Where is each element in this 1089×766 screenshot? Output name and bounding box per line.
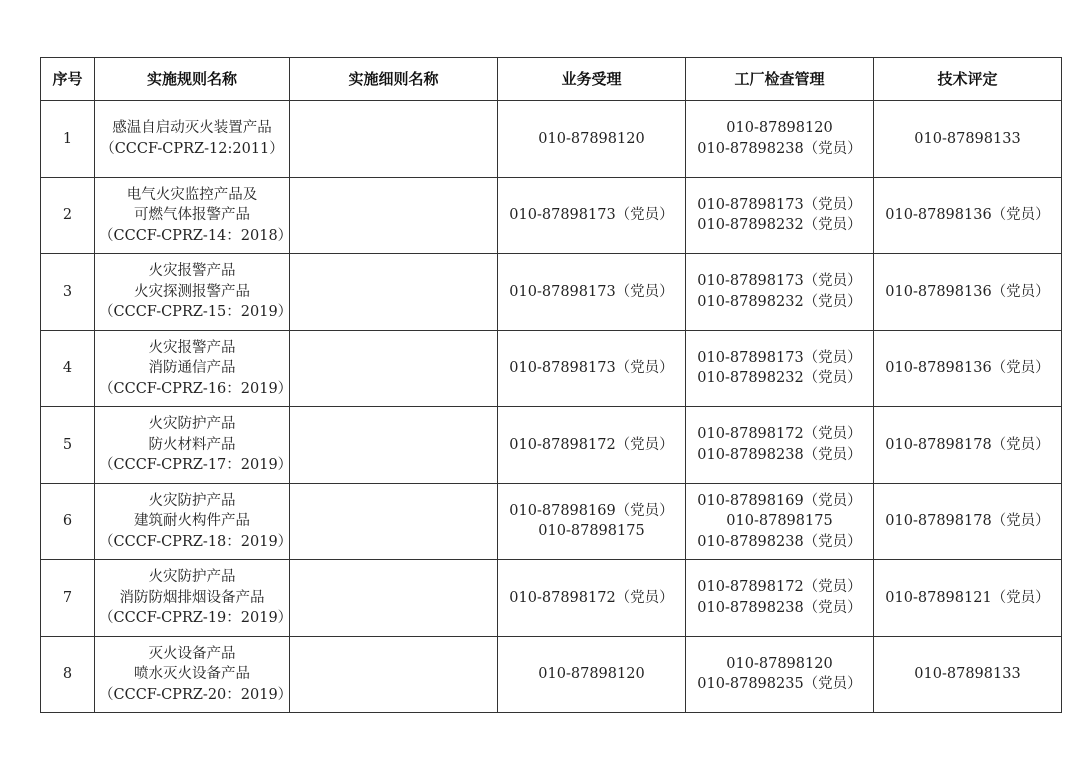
cell-business: [498, 177, 686, 254]
cell-detail-name: [290, 330, 498, 407]
cell-business: [498, 101, 686, 178]
cell-tech: [874, 483, 1062, 560]
cell-factory-line: 010-87898238（党员）: [697, 599, 862, 616]
cell-factory-line: 010-87898238（党员）: [697, 533, 862, 550]
cell-factory-line: 010-87898175: [726, 513, 833, 529]
cell-business: [498, 254, 686, 331]
cell-rule-name: [95, 407, 293, 484]
cell-business-line: 010-87898175: [538, 523, 645, 540]
cell-detail-name: [290, 254, 498, 331]
cell-index: 8: [41, 636, 95, 713]
header-business: 业务受理: [498, 58, 686, 101]
cell-tech: [874, 254, 1062, 331]
cell-detail-name: [290, 636, 498, 713]
cell-index: 2: [41, 177, 95, 254]
cell-business: [498, 483, 686, 560]
cell-factory-line: 010-87898232（党员）: [697, 370, 862, 387]
cell-business-line: 010-87898173（党员）: [509, 207, 674, 223]
cell-business: [498, 407, 686, 484]
cell-rule-name-line: 灭火设备产品: [148, 645, 236, 662]
cell-index: 6: [41, 483, 95, 560]
header-tech: 技术评定: [874, 58, 1062, 101]
cell-rule-name-line: （CCCF-CPRZ-17：2019）: [99, 457, 293, 473]
cell-tech-line: 010-87898133: [914, 130, 1021, 147]
cell-business: [498, 636, 686, 713]
cell-rule-name: [95, 101, 290, 178]
cell-tech: [874, 101, 1062, 178]
cell-tech-line: 010-87898136（党员）: [885, 360, 1050, 376]
cell-tech: [874, 177, 1062, 254]
cell-tech: [874, 560, 1062, 637]
cell-rule-name: [95, 330, 293, 407]
cell-rule-name-line: （CCCF-CPRZ-14：2018）: [99, 227, 293, 244]
cell-rule-name-line: 火灾探测报警产品: [134, 283, 250, 300]
cell-index: 4: [41, 330, 95, 407]
cell-business-line: 010-87898172（党员）: [509, 436, 674, 453]
cell-rule-name: [95, 177, 293, 254]
cell-factory: [686, 636, 874, 713]
cell-index: 7: [41, 560, 95, 637]
header-factory: 工厂检查管理: [686, 58, 874, 101]
table-row: [41, 101, 1062, 178]
cell-rule-name-line: 火灾防护产品: [148, 569, 236, 585]
cell-rule-name-line: 喷水灭火设备产品: [134, 666, 250, 682]
cell-rule-name: [95, 560, 293, 637]
cell-rule-name-line: 消防通信产品: [148, 360, 236, 376]
cell-rule-name-line: 火灾防护产品: [148, 416, 236, 432]
table-row: [41, 636, 1062, 713]
cell-factory-line: 010-87898173（党员）: [697, 273, 862, 290]
cell-factory: [686, 330, 874, 407]
cell-rule-name-line: （CCCF-CPRZ-20：2019）: [99, 686, 293, 703]
table-row: [41, 330, 1062, 407]
cell-factory-line: 010-87898235（党员）: [697, 676, 862, 693]
cell-tech-line: 010-87898136（党员）: [885, 207, 1050, 223]
cell-business-line: 010-87898173（党员）: [509, 283, 674, 300]
table-body: [41, 101, 1062, 713]
cell-rule-name-line: 可燃气体报警产品: [134, 207, 250, 223]
cell-business-line: 010-87898169（党员）: [509, 502, 674, 519]
table-row: [41, 254, 1062, 331]
cell-factory-line: 010-87898173（党员）: [697, 196, 862, 213]
header-detail-name: 实施细则名称: [290, 58, 498, 101]
header-index: 序号: [41, 58, 95, 101]
cell-factory-line: 010-87898173（党员）: [697, 349, 862, 366]
cell-tech: [874, 330, 1062, 407]
cell-factory-line: 010-87898238（党员）: [697, 140, 862, 157]
cell-factory: [686, 101, 874, 178]
cell-factory: [686, 407, 874, 484]
table-row: [41, 483, 1062, 560]
cell-factory-line: 010-87898232（党员）: [697, 293, 862, 310]
cell-tech-line: 010-87898133: [914, 666, 1021, 682]
cell-rule-name-line: （CCCF-CPRZ-16：2019）: [99, 380, 293, 397]
cell-tech: [874, 636, 1062, 713]
cell-index: 3: [41, 254, 95, 331]
cell-business-line: 010-87898173（党员）: [509, 360, 674, 376]
cell-tech-line: 010-87898178（党员）: [885, 513, 1050, 529]
cell-tech-line: 010-87898178（党员）: [885, 436, 1050, 453]
cell-rule-name-line: 火灾防护产品: [148, 492, 236, 509]
cell-detail-name: [290, 407, 498, 484]
cell-rule-name-line: 建筑耐火构件产品: [134, 513, 250, 529]
cell-index: 1: [41, 101, 95, 178]
cell-rule-name-line: 火灾报警产品: [148, 263, 236, 279]
cell-detail-name: [290, 483, 498, 560]
contact-table: [40, 57, 1062, 713]
cell-factory: [686, 177, 874, 254]
cell-factory-line: 010-87898120: [726, 655, 833, 672]
cell-tech: [874, 407, 1062, 484]
cell-rule-name-line: （CCCF-CPRZ-15：2019）: [99, 304, 293, 320]
cell-rule-name: [95, 254, 293, 331]
cell-tech-line: 010-87898136（党员）: [885, 283, 1050, 300]
cell-tech-line: 010-87898121（党员）: [885, 589, 1050, 606]
cell-business: [498, 330, 686, 407]
cell-factory: [686, 483, 874, 560]
cell-factory-line: 010-87898172（党员）: [697, 426, 862, 443]
cell-rule-name-line: （CCCF-CPRZ-19：2019）: [99, 610, 293, 626]
cell-rule-name-line: 防火材料产品: [148, 436, 236, 453]
cell-detail-name: [290, 101, 498, 178]
cell-business: [498, 560, 686, 637]
cell-business-line: 010-87898120: [538, 666, 645, 682]
cell-detail-name: [290, 560, 498, 637]
table-row: [41, 407, 1062, 484]
cell-factory-line: 010-87898169（党员）: [697, 492, 862, 509]
table-row: [41, 177, 1062, 254]
cell-factory-line: 010-87898120: [726, 120, 833, 137]
cell-rule-name-line: 消防防烟排烟设备产品: [119, 589, 265, 606]
cell-factory-line: 010-87898238（党员）: [697, 446, 862, 463]
cell-rule-name: [95, 483, 293, 560]
cell-rule-name-line: （CCCF-CPRZ-18：2019）: [99, 533, 293, 550]
cell-business-line: 010-87898172（党员）: [509, 589, 674, 606]
cell-factory: [686, 560, 874, 637]
table-row: [41, 560, 1062, 637]
cell-factory-line: 010-87898232（党员）: [697, 217, 862, 234]
cell-rule-name-line: 感温自启动灭火装置产品: [112, 120, 272, 137]
cell-rule-name-line: （CCCF-CPRZ-12:2011）: [100, 140, 284, 157]
cell-rule-name: [95, 636, 293, 713]
cell-rule-name-line: 火灾报警产品: [148, 339, 236, 356]
header-rule-name: 实施规则名称: [95, 58, 290, 101]
header-row: [41, 58, 1062, 101]
cell-rule-name-line: 电气火灾监控产品及: [126, 186, 258, 203]
cell-business-line: 010-87898120: [538, 130, 645, 147]
cell-factory: [686, 254, 874, 331]
cell-detail-name: [290, 177, 498, 254]
cell-index: 5: [41, 407, 95, 484]
cell-factory-line: 010-87898172（党员）: [697, 579, 862, 596]
